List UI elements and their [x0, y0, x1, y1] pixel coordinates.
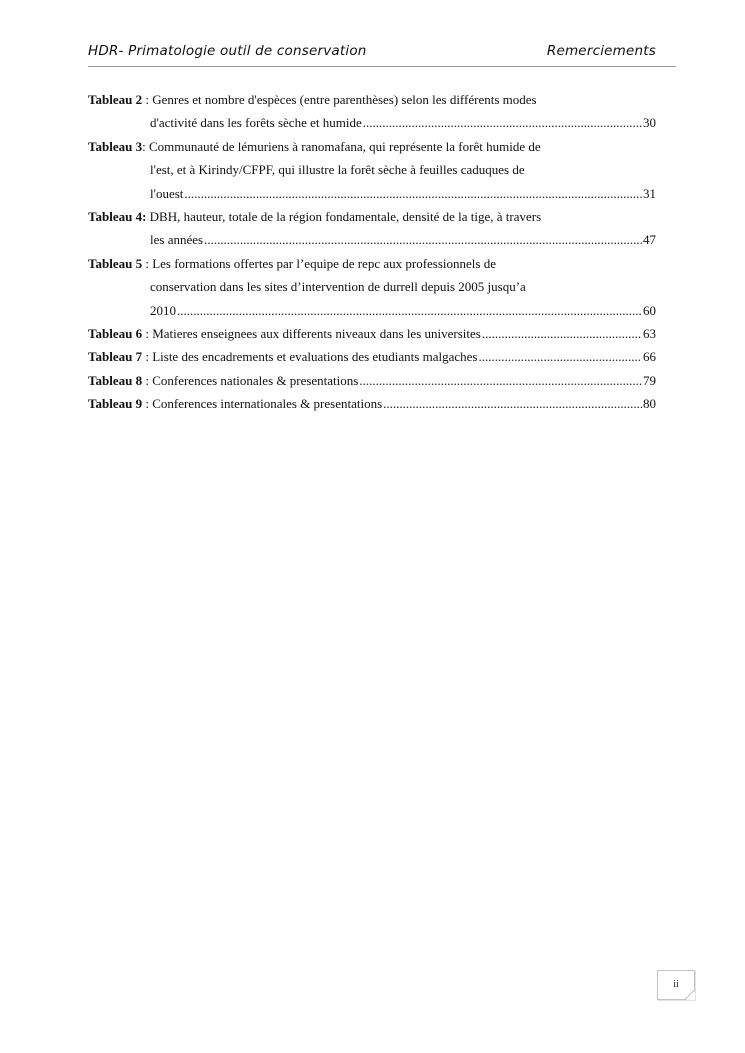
toc-dot-leader — [482, 322, 642, 345]
toc-entry-line — [88, 392, 656, 415]
toc-entry-label: Tableau 7 — [88, 349, 143, 365]
toc-entry-line — [88, 205, 656, 228]
toc-entry-line — [88, 252, 656, 275]
toc-entry-label: Tableau 3 — [88, 138, 143, 154]
toc-dot-leader — [184, 182, 642, 205]
toc-page-number: 60 — [643, 302, 656, 318]
toc-entry-text: d'activité dans les forêts sèche et humide — [150, 115, 362, 131]
header-divider — [88, 66, 676, 67]
toc-entry-separator: : — [142, 349, 153, 365]
toc-page-number: 63 — [643, 325, 656, 341]
toc-dot-leader — [177, 299, 642, 322]
toc-entry-text: DBH, hauteur, totale de la région fondamentale, densité de la tige, à travers — [149, 208, 542, 224]
toc-entry-text: Conferences nationales & presentations — [152, 372, 359, 388]
header-document-title: HDR- Primatologie outil de conservation — [88, 43, 367, 59]
toc-entry-label: Tableau 8 — [88, 372, 143, 388]
toc-entry-text: Matieres enseignees aux differents niveaux dans les universites — [152, 325, 481, 341]
toc-entry[interactable] — [88, 135, 656, 205]
toc-entry[interactable] — [88, 369, 656, 392]
toc-entry[interactable] — [88, 252, 656, 322]
toc-entry-line — [88, 88, 656, 111]
toc-entry[interactable] — [88, 392, 656, 415]
page-number: ii — [673, 979, 679, 990]
toc-entry-line — [88, 228, 656, 251]
toc-entry-label: Tableau 4: — [88, 208, 147, 224]
toc-entry[interactable] — [88, 345, 656, 368]
toc-entry[interactable] — [88, 322, 656, 345]
toc-entry-line — [88, 299, 656, 322]
toc-entry-text: 2010 — [150, 302, 176, 318]
toc-entry-line — [88, 182, 656, 205]
toc-dot-leader — [359, 369, 642, 392]
toc-entry-text: Conferences internationales & presentations — [152, 396, 383, 412]
toc-entry-label: Tableau 6 — [88, 325, 143, 341]
header-section-title: Remerciements — [546, 43, 656, 59]
toc-entry-text: conservation dans les sites d’intervention de durrell depuis 2005 jusqu’a — [150, 279, 526, 295]
toc-page-number: 80 — [643, 396, 656, 412]
toc-dot-leader — [478, 345, 642, 368]
toc-entry-line — [88, 111, 656, 134]
toc-entry-text: Communauté de lémuriens à ranomafana, qui représente la forêt humide de — [148, 138, 541, 154]
toc-page-number: 31 — [643, 185, 656, 201]
toc-entry-line — [88, 275, 656, 298]
toc-dot-leader — [204, 228, 642, 251]
toc-entry-label: Tableau 9 — [88, 396, 143, 412]
page-number-box — [657, 970, 695, 1000]
list-of-tables — [88, 88, 656, 415]
toc-entry-separator: : — [142, 396, 153, 412]
toc-entry-separator: : — [142, 372, 153, 388]
toc-entry-label: Tableau 5 — [88, 255, 143, 271]
toc-entry-text: Liste des encadrements et evaluations des etudiants malgaches — [152, 349, 478, 365]
toc-entry-separator: : — [142, 255, 153, 271]
toc-entry-line — [88, 135, 656, 158]
toc-entry-line — [88, 322, 656, 345]
toc-entry-text: l'est, et à Kirindy/CFPF, qui illustre la forêt sèche à feuilles caduques de — [150, 162, 525, 178]
toc-entry-text: Les formations offertes par l’equipe de repc aux professionnels de — [152, 255, 496, 271]
toc-entry-line — [88, 345, 656, 368]
toc-dot-leader — [363, 111, 642, 134]
running-header — [88, 43, 656, 63]
toc-entry-text: Genres et nombre d'espèces (entre parenthèses) selon les différents modes — [152, 92, 537, 107]
toc-page-number: 30 — [643, 115, 656, 131]
toc-entry-text: l'ouest — [150, 185, 184, 201]
toc-entry-separator: : — [142, 138, 149, 154]
toc-dot-leader — [383, 392, 642, 415]
toc-entry-line — [88, 369, 656, 392]
toc-entry[interactable] — [88, 205, 656, 252]
toc-entry-label: Tableau 2 — [88, 92, 143, 107]
toc-page-number: 79 — [643, 372, 656, 388]
toc-entry-separator: : — [142, 325, 153, 341]
toc-entry-separator: : — [142, 92, 153, 107]
toc-page-number: 47 — [643, 232, 656, 248]
toc-entry[interactable] — [88, 88, 656, 135]
toc-entry-line — [88, 158, 656, 181]
toc-entry-text: les années — [150, 232, 204, 248]
toc-page-number: 66 — [643, 349, 656, 365]
